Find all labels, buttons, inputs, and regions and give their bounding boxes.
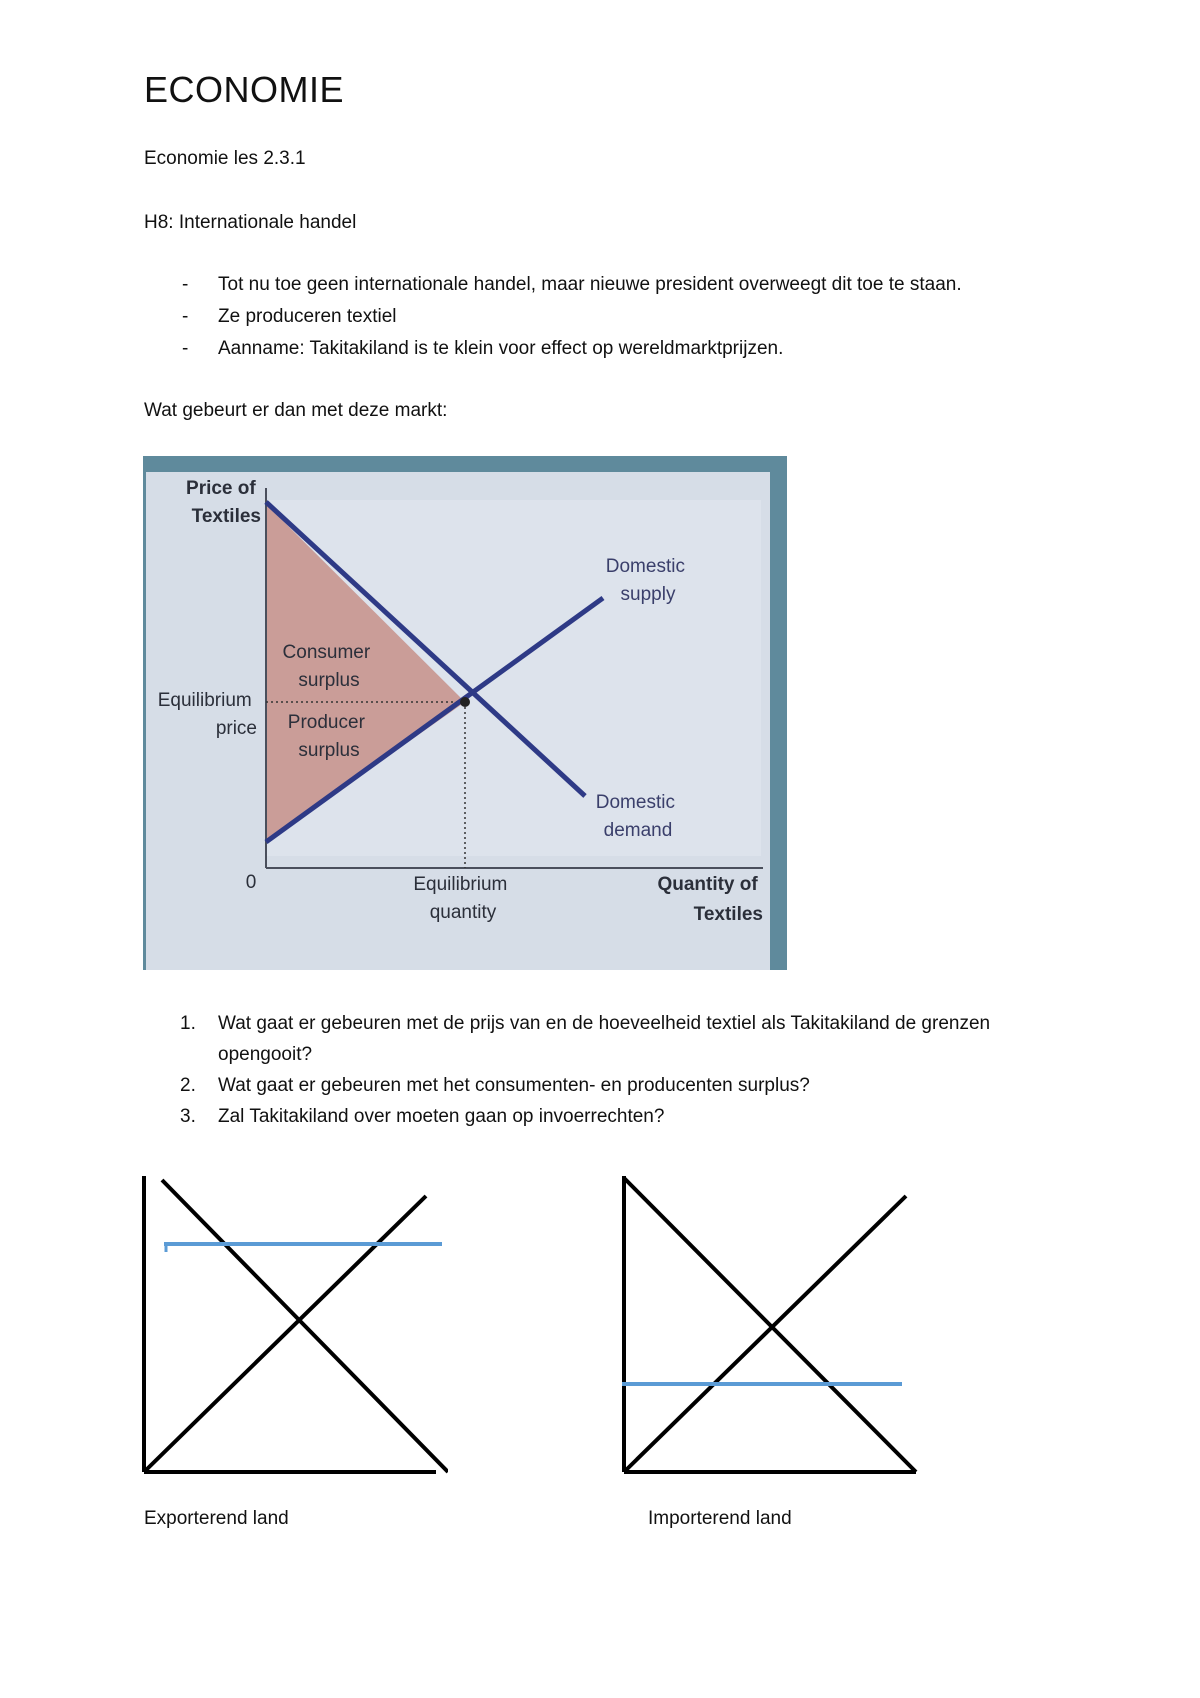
consumer-surplus-line1: Consumer	[282, 642, 371, 663]
bullet-marker: -	[182, 306, 189, 327]
eq-price-line1: Equilibrium	[157, 690, 252, 711]
demand-label-line1: Domestic	[595, 792, 675, 813]
producer-surplus-line1: Producer	[287, 712, 365, 733]
x-axis-label-line2: Textiles	[693, 904, 763, 925]
bullet-marker: -	[182, 338, 189, 359]
eq-price-line2: price	[215, 718, 257, 739]
question-text: Wat gaat er gebeuren met het consumenten- en producenten surplus?	[218, 1075, 810, 1096]
question-text: Wat gaat er gebeuren met de prijs van en de hoeveelheid textiel als Takitakiland de grenzen opengooit?	[218, 1013, 991, 1065]
question-number: 1.	[180, 1013, 196, 1034]
sketch-demand-line	[162, 1180, 448, 1472]
sketch-supply-line	[144, 1196, 426, 1472]
eq-quantity-line2: quantity	[429, 902, 497, 923]
list-item	[180, 306, 962, 338]
caption-importing-country: Importerend land	[648, 1508, 792, 1529]
y-axis-label-line1: Price of	[186, 478, 256, 499]
list-item	[180, 1008, 1080, 1070]
sketch-supply-line	[624, 1196, 906, 1472]
question-list	[180, 1008, 1080, 1132]
eq-quantity-line1: Equilibrium	[413, 874, 508, 895]
list-item	[180, 274, 962, 306]
list-item	[180, 338, 962, 370]
sketch-importing-country	[618, 1170, 928, 1480]
figure-photo	[143, 456, 787, 970]
chapter-heading: H8: Internationale handel	[144, 212, 357, 233]
list-item	[180, 1101, 1080, 1132]
sketch-exporting-country	[138, 1170, 448, 1480]
caption-exporting-country: Exporterend land	[144, 1508, 289, 1529]
x-axis-label-line1: Quantity of	[657, 874, 758, 895]
origin-label: 0	[245, 872, 257, 893]
supply-label-line2: supply	[620, 584, 676, 605]
bullet-list	[180, 274, 962, 370]
y-axis-label-line2: Textiles	[191, 506, 261, 527]
demand-label-line2: demand	[603, 820, 673, 841]
bullet-marker: -	[182, 274, 189, 295]
bullet-text: Aanname: Takitakiland is te klein voor effect op wereldmarktprijzen.	[218, 338, 784, 359]
question-text: Zal Takitakiland over moeten gaan op invoerrechten?	[218, 1106, 665, 1127]
question-intro: Wat gebeurt er dan met deze markt:	[144, 400, 448, 421]
bullet-text: Ze produceren textiel	[218, 306, 397, 327]
question-number: 2.	[180, 1075, 196, 1096]
consumer-surplus-line2: surplus	[298, 670, 360, 691]
document-title: ECONOMIE	[144, 69, 345, 110]
list-item	[180, 1070, 1080, 1101]
question-number: 3.	[180, 1106, 196, 1127]
lesson-subtitle: Economie les 2.3.1	[144, 148, 306, 169]
producer-surplus-line2: surplus	[298, 740, 360, 761]
bullet-text: Tot nu toe geen internationale handel, maar nieuwe president overweegt dit toe te staan.	[218, 274, 962, 295]
equilibrium-point	[460, 697, 470, 707]
supply-label-line1: Domestic	[605, 556, 685, 577]
